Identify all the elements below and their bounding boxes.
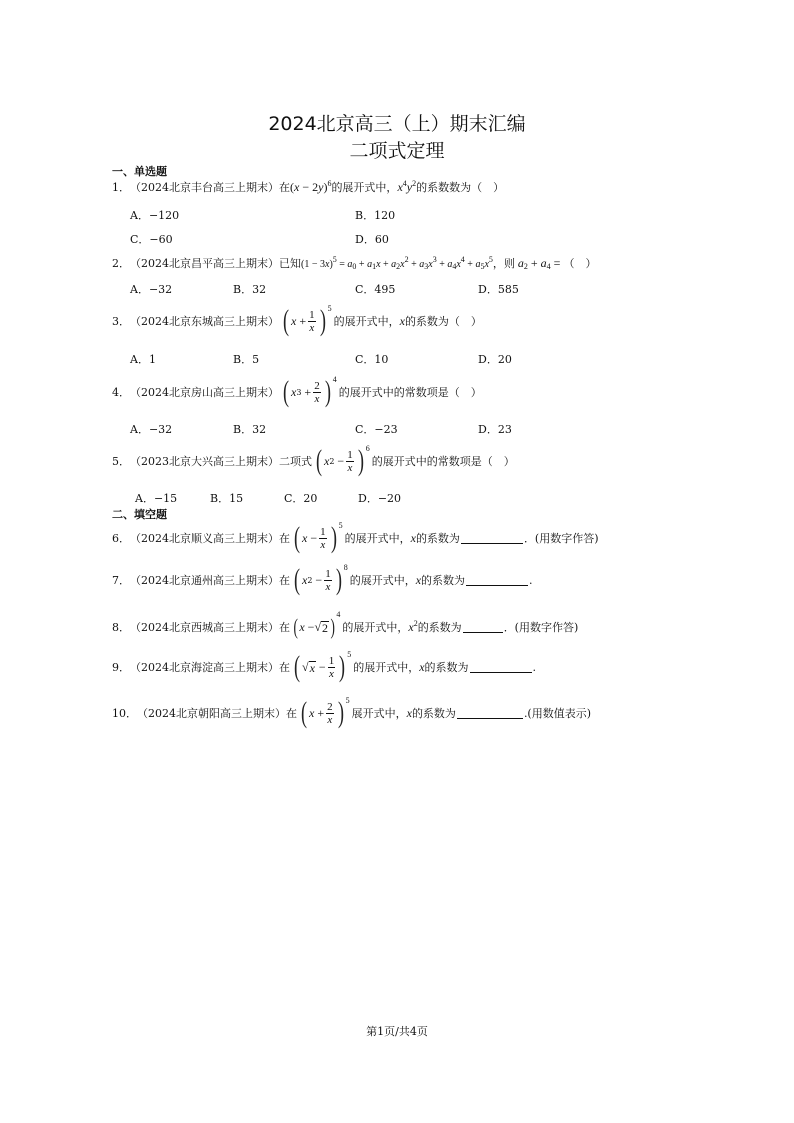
- question-text: 的展开式中，: [331, 181, 398, 194]
- section-heading-single-choice: 一、单选题: [112, 165, 167, 178]
- question-text: 的系数为: [421, 574, 466, 587]
- option-d[interactable]: D．−20: [358, 492, 402, 505]
- question-number: 3．: [112, 315, 130, 328]
- option-a[interactable]: A．−32: [130, 283, 173, 296]
- question-text: （ ）: [563, 257, 597, 270]
- question-3: 3． （2024北京东城高三上期末） ( x + $\frac{1}{x}$ ) 5 的展开式中， x 的系数为（ ）: [112, 304, 482, 337]
- question-2: [112, 255, 596, 271]
- question-text: 的展开式中，: [344, 532, 411, 545]
- question-text: 在: [279, 621, 290, 634]
- question-number: 4．: [112, 386, 130, 399]
- option-a[interactable]: A．−32: [130, 423, 173, 436]
- question-text: .(用数值表示): [523, 707, 592, 720]
- question-text: 的系数数为（ ）: [416, 181, 505, 194]
- option-d[interactable]: D．60: [355, 233, 389, 246]
- question-text: 已知: [279, 257, 301, 270]
- option-c[interactable]: C．10: [355, 353, 389, 366]
- doc-title: 2024北京高三（上）期末汇编: [268, 113, 526, 135]
- question-number: 10．: [112, 707, 137, 720]
- question-7: 7． （2024北京通州高三上期末） 在 ( x 2 − $\frac{1}{x}$ ) 8 的展开式中， x 的系数为 .: [112, 563, 533, 596]
- option-d[interactable]: D．585: [478, 283, 519, 296]
- answer-blank[interactable]: [466, 574, 528, 586]
- question-source: （2024北京顺义高三上期末）: [130, 532, 279, 545]
- question-text: 的展开式中，: [333, 315, 400, 328]
- question-text: ，则: [492, 257, 515, 270]
- math-expression: ( √ x − $\frac{1}{x}$ ) 5: [294, 650, 352, 683]
- option-c[interactable]: C．−60: [130, 233, 173, 246]
- question-6: 6． （2024北京顺义高三上期末） 在 ( x − $\frac{1}{x}$ ) 5 的展开式中， x 的系数为 ．(用数字作答): [112, 521, 599, 554]
- question-text: 的展开式中，: [349, 574, 416, 587]
- question-5: [112, 446, 515, 476]
- math-expression: ( x − √ 2 ) 4: [293, 610, 341, 639]
- question-text: 的展开式中的常数项是（ ）: [338, 386, 482, 399]
- question-8: 8． （2024北京西城高三上期末） 在 ( x − √ 2 ) 4 的展开式中， $x^2$ 的系数为 ．(用数字作答): [112, 612, 578, 642]
- math-expression: ( x 3 + $\frac{2}{x}$ ) 4: [283, 375, 337, 408]
- math-expression: $x^4y^2$: [397, 179, 417, 194]
- question-source: （2024北京海淀高三上期末）: [130, 661, 279, 674]
- question-number: 7．: [112, 574, 130, 587]
- answer-blank[interactable]: [457, 707, 523, 719]
- question-text: 的展开式中，: [342, 621, 409, 634]
- math-expression: ( x − $\frac{1}{x}$ ) 5: [294, 521, 343, 554]
- question-text: 在: [279, 661, 290, 674]
- question-text: 的系数为: [411, 707, 456, 720]
- math-expression: ( x + $\frac{2}{x}$ ) 5: [301, 696, 350, 729]
- question-text: 的系数为: [417, 621, 462, 634]
- question-text: 展开式中，: [351, 707, 407, 720]
- question-text: 在: [279, 181, 290, 194]
- answer-blank[interactable]: [463, 621, 503, 633]
- math-expression: ( x + $\frac{1}{x}$ ) 5: [283, 304, 332, 337]
- option-d[interactable]: D．20: [478, 353, 512, 366]
- question-10: 10． （2024北京朝阳高三上期末） 在 ( x + $\frac{2}{x}$ ) 5 展开式中， x 的系数为 .(用数值表示): [112, 696, 592, 729]
- math-expression: $(x - 2y)^6$: [290, 179, 332, 194]
- question-text: 二项式: [279, 455, 312, 468]
- math-expression: $a_2 + a_4$ =: [517, 255, 564, 271]
- question-source: （2024北京东城高三上期末）: [130, 315, 279, 328]
- question-text: 的展开式中，: [353, 661, 420, 674]
- question-text: 的系数为（ ）: [404, 315, 482, 328]
- question-number: 5．: [112, 455, 130, 468]
- question-text: .: [532, 660, 537, 674]
- question-text: ．(用数字作答): [503, 621, 579, 634]
- option-b[interactable]: B．120: [355, 209, 396, 222]
- question-text: 的系数为: [415, 532, 460, 545]
- option-a[interactable]: A．1: [130, 353, 156, 366]
- option-b[interactable]: B．32: [233, 283, 267, 296]
- question-source: （2024北京通州高三上期末）: [130, 574, 279, 587]
- option-a[interactable]: A．−15: [135, 492, 178, 505]
- option-b[interactable]: B．15: [210, 492, 244, 505]
- answer-blank[interactable]: [470, 661, 532, 673]
- question-number: 6．: [112, 532, 130, 545]
- option-b[interactable]: B．5: [233, 353, 260, 366]
- math-expression: ( x 2 − $\frac{1}{x}$ ) 6: [316, 444, 370, 477]
- option-a[interactable]: A．−120: [130, 209, 180, 222]
- question-source: （2024北京昌平高三上期末）: [130, 257, 279, 270]
- math-expression: ( x 2 − $\frac{1}{x}$ ) 8: [294, 563, 348, 596]
- question-number: 2．: [112, 257, 130, 270]
- question-number: 8．: [112, 621, 130, 634]
- math-expression: $(1 - 3x)^5 = a_0 + a_1x + a_2x^2 + a_3x^3 + a_4x^4 + a_5x^5$: [301, 255, 493, 271]
- question-number: 9．: [112, 661, 130, 674]
- question-source: （2024北京丰台高三上期末）: [130, 181, 279, 194]
- question-source: （2024北京朝阳高三上期末）: [137, 707, 286, 720]
- question-source: （2024北京房山高三上期末）: [130, 386, 279, 399]
- question-text: 在: [286, 707, 297, 720]
- question-source: （2023北京大兴高三上期末）: [130, 455, 279, 468]
- option-c[interactable]: C．495: [355, 283, 396, 296]
- page-footer: 第1页/共4页: [366, 1025, 428, 1038]
- option-c[interactable]: C．−23: [355, 423, 398, 436]
- question-4: [112, 377, 482, 407]
- option-b[interactable]: B．32: [233, 423, 267, 436]
- answer-blank[interactable]: [461, 532, 523, 544]
- question-9: 9． （2024北京海淀高三上期末） 在 ( √ x − $\frac{1}{x}$ ) 5 的展开式中， x 的系数为 .: [112, 650, 537, 683]
- section-heading-fill-in: 二、填空题: [112, 508, 167, 521]
- question-text: 的系数为: [424, 661, 469, 674]
- question-text: 在: [279, 532, 290, 545]
- question-text: .: [529, 573, 533, 587]
- question-text: ．(用数字作答): [523, 532, 599, 545]
- option-c[interactable]: C．20: [284, 492, 318, 505]
- question-number: 1．: [112, 181, 130, 194]
- question-text: 的展开式中的常数项是（ ）: [371, 455, 515, 468]
- question-text: 在: [279, 574, 290, 587]
- option-d[interactable]: D．23: [478, 423, 512, 436]
- doc-subtitle: 二项式定理: [349, 140, 445, 162]
- question-1: [112, 179, 504, 195]
- question-source: （2024北京西城高三上期末）: [130, 621, 279, 634]
